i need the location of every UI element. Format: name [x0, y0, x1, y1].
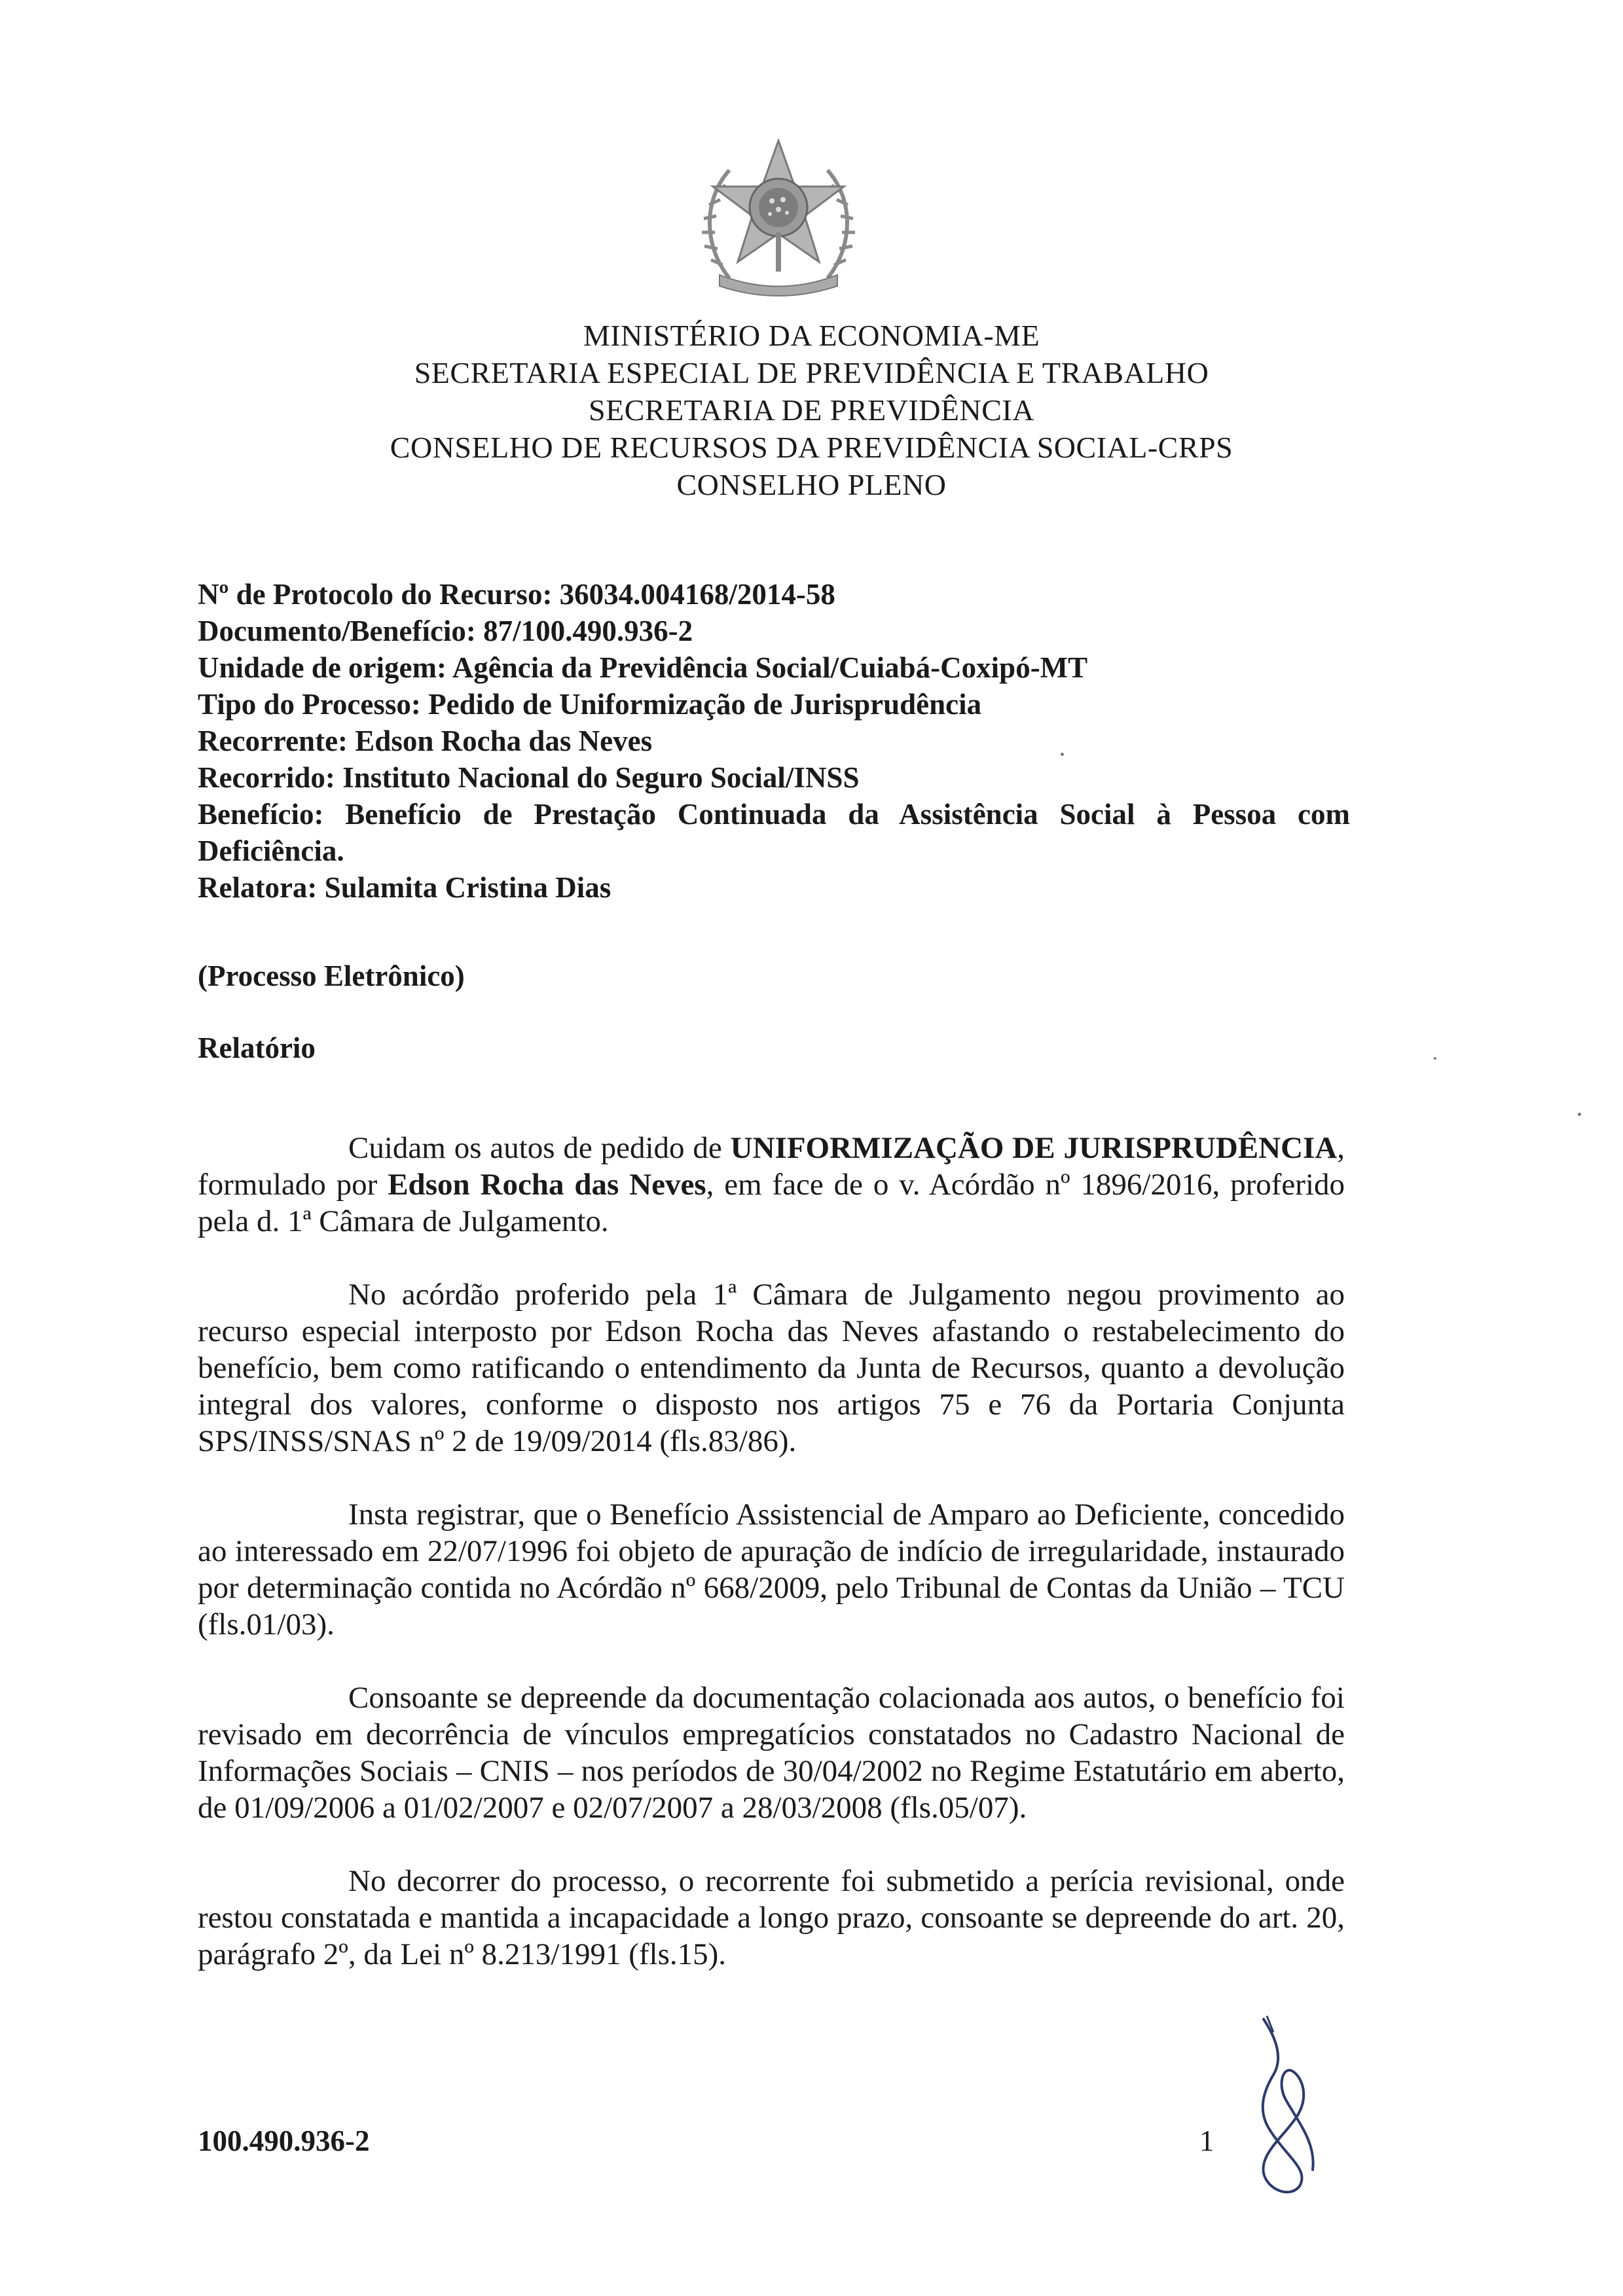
- footer-benefit-id: 100.490.936-2: [198, 2125, 370, 2157]
- appellee: Recorrido: Instituto Nacional do Seguro Social/INSS: [198, 761, 860, 794]
- paragraph-1-appellant-name: Edson Rocha das Neves: [388, 1168, 706, 1202]
- section-title: Relatório: [198, 1031, 316, 1064]
- coat-of-arms-icon: [684, 134, 873, 304]
- paragraph-1-text-c: , formulado por: [198, 1131, 1345, 1202]
- paragraph-5: No decorrer do processo, o recorrente foi submetido a perícia revisional, onde restou constatada e mantida a incapacidade a longo prazo, consoante se depreende do art. 20, parágrafo 2º, da Lei nº 8.213/1991 (fls.15).: [198, 1864, 1345, 1971]
- document-benefit: Documento/Benefício: 87/100.490.936-2: [198, 615, 693, 647]
- header-line-conselho-recursos: CONSELHO DE RECURSOS DA PREVIDÊNCIA SOCIAL-CRPS: [390, 431, 1233, 464]
- header-line-conselho-pleno: CONSELHO PLENO: [676, 468, 947, 501]
- process-metadata: [198, 576, 1350, 906]
- scan-speck: [1578, 1113, 1581, 1116]
- rapporteur: Relatora: Sulamita Cristina Dias: [198, 871, 611, 904]
- header-line-secretaria-especial: SECRETARIA ESPECIAL DE PREVIDÊNCIA E TRABALHO: [414, 356, 1209, 389]
- header-line-secretaria: SECRETARIA DE PREVIDÊNCIA: [589, 393, 1034, 427]
- electronic-process-note: (Processo Eletrônico): [198, 960, 465, 992]
- report-body: [198, 1130, 1345, 2009]
- paragraph-2: No acórdão proferido pela 1ª Câmara de Julgamento negou provimento ao recurso especial interposto por Edson Rocha das Neves afastando o restabelecimento do benefício, bem como ratificando o entendimento da Junta de Recursos, quanto a devolução integral dos valores, conforme o disposto nos artigos 75 e 76 da Portaria Conjunta SPS/INSS/SNAS nº 2 de 19/09/2014 (fls.83/86).: [198, 1278, 1345, 1458]
- process-type: Tipo do Processo: Pedido de Uniformização de Jurisprudência: [198, 688, 982, 721]
- paragraph-1-text-e: , em face de o v. Acórdão nº 1896/2016, proferido pela d. 1ª Câmara de Julgamento.: [198, 1168, 1345, 1238]
- paragraph-1: [198, 1130, 1345, 1240]
- appellant: Recorrente: Edson Rocha das Neves: [198, 725, 653, 757]
- scan-speck: [1061, 753, 1064, 756]
- signature-icon: [1237, 2013, 1329, 2202]
- page-number: 1: [1199, 2125, 1214, 2157]
- origin-unit: Unidade de origem: Agência da Previdência Social/Cuiabá-Coxipó-MT: [198, 651, 1088, 684]
- paragraph-1-uniformizacao: UNIFORMIZAÇÃO DE JURISPRUDÊNCIA: [730, 1131, 1338, 1165]
- paragraph-4: Consoante se depreende da documentação colacionada aos autos, o benefício foi revisado em decorrência de vínculos empregatícios constatados no Cadastro Nacional de Informações Sociais – CNIS – nos períodos de 30/04/2002 no Regime Estatutário em aberto, de 01/09/2006 a 01/02/2007 e 02/07/2007 a 28/03/2008 (fls.05/07).: [198, 1681, 1345, 1825]
- protocol-number: Nº de Protocolo do Recurso: 36034.004168/2014-58: [198, 578, 835, 611]
- scan-speck: [1434, 1057, 1436, 1060]
- institution-header: [0, 317, 1623, 503]
- benefit-description: Benefício: Benefício de Prestação Continuada da Assistência Social à Pessoa com Deficiência.: [198, 798, 1350, 867]
- paragraph-1-text-a: Cuidam os autos de pedido de: [348, 1131, 731, 1165]
- header-line-ministry: MINISTÉRIO DA ECONOMIA-ME: [583, 319, 1040, 352]
- paragraph-3: Insta registrar, que o Benefício Assistencial de Amparo ao Deficiente, concedido ao interessado em 22/07/1996 foi objeto de apuração de indício de irregularidade, instaurado por determinação contida no Acórdão nº 668/2009, pelo Tribunal de Contas da União – TCU (fls.01/03).: [198, 1498, 1345, 1641]
